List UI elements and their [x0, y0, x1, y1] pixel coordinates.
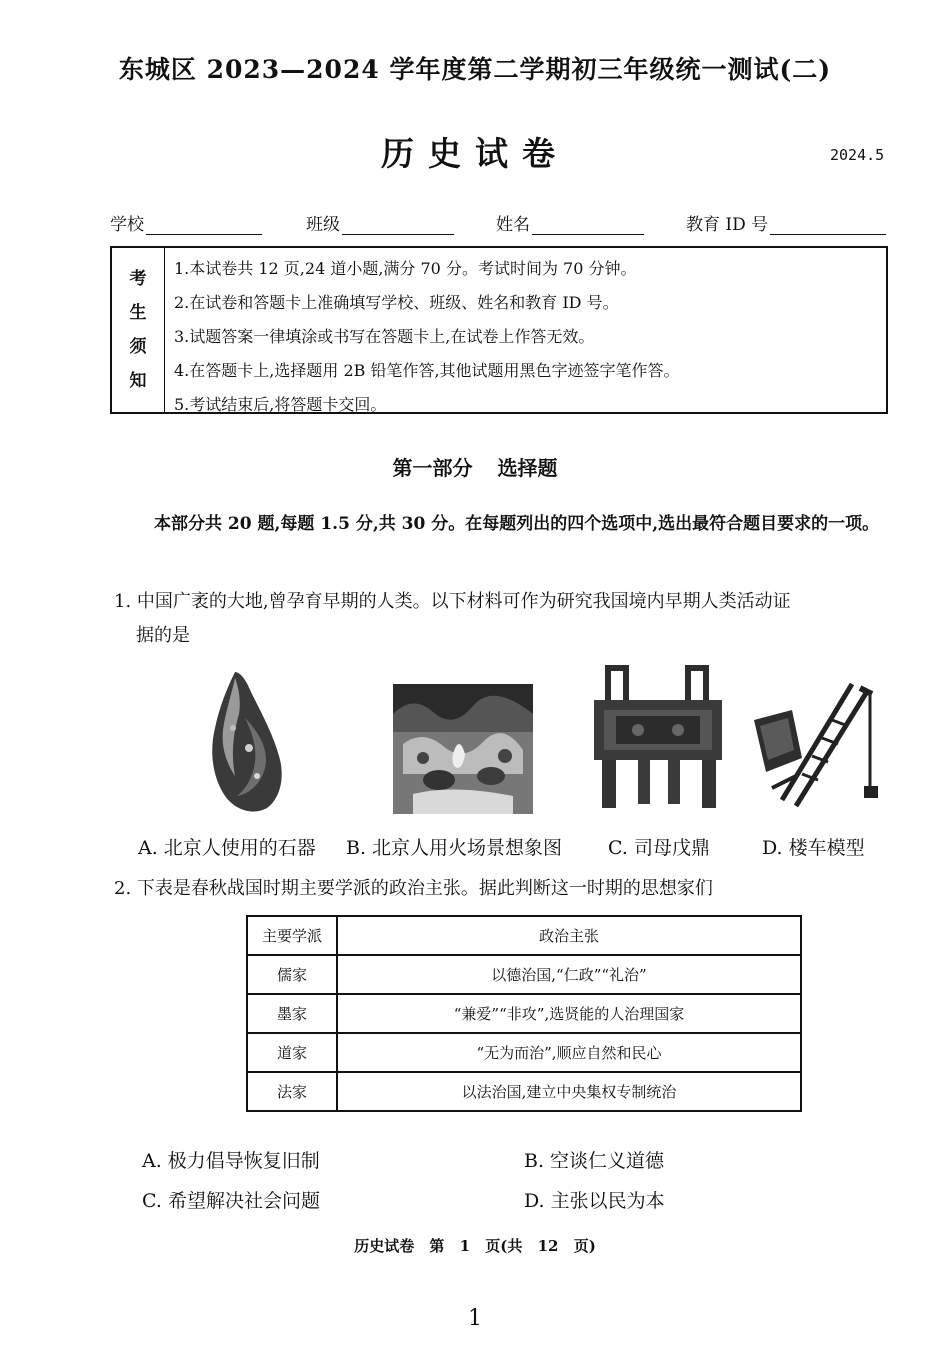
notice-label-char: 须 — [129, 337, 147, 357]
student-info-row — [110, 210, 890, 236]
exam-subtitle: 历史试卷 — [381, 134, 569, 173]
notice-label-char: 知 — [129, 371, 147, 391]
notice-label-char: 考 — [129, 269, 147, 289]
notice-item: 5.考试结束后,将答题卡交回。 — [174, 395, 387, 414]
table-cell: 儒家 — [247, 955, 337, 994]
edu-id-label: 教育 ID 号 — [686, 215, 769, 235]
exam-title: 东城区 2023—2024 学年度第二学期初三年级统一测试(二) — [118, 55, 832, 84]
option-1c[interactable]: C. 司母戊鼎 — [608, 837, 710, 859]
notice-item: 2.在试卷和答题卡上准确填写学校、班级、姓名和教育 ID 号。 — [174, 293, 619, 312]
table-cell: 道家 — [247, 1033, 337, 1072]
table-cell: 墨家 — [247, 994, 337, 1033]
table-header: 政治主张 — [337, 916, 801, 955]
table-cell: 法家 — [247, 1072, 337, 1111]
class-label: 班级 — [306, 215, 340, 235]
page-footer: 历史试卷 第 1 页(共 12 页) — [354, 1237, 596, 1255]
school-label: 学校 — [110, 215, 144, 235]
school-blank[interactable] — [146, 214, 262, 235]
section-title: 第一部分 选择题 — [392, 456, 558, 480]
option-2a[interactable]: A. 极力倡导恢复旧制 — [142, 1150, 320, 1172]
exam-date: 2024.5 — [830, 146, 885, 164]
name-field[interactable] — [496, 210, 644, 235]
notice-item: 3.试题答案一律填涂或书写在答题卡上,在试卷上作答无效。 — [174, 327, 595, 346]
edu-id-blank[interactable] — [770, 214, 886, 235]
class-blank[interactable] — [342, 214, 454, 235]
fire-scene-image — [393, 684, 533, 814]
notice-label-char: 生 — [129, 303, 147, 323]
schools-table — [246, 915, 802, 1112]
option-2d[interactable]: D. 主张以民为本 — [524, 1190, 665, 1212]
name-blank[interactable] — [532, 214, 644, 235]
question-1-text-cont: 据的是 — [136, 625, 190, 646]
table-cell: 以法治国,建立中央集权专制统治 — [337, 1072, 801, 1111]
table-row — [247, 994, 801, 1033]
table-header: 主要学派 — [247, 916, 337, 955]
notice-item: 1.本试卷共 12 页,24 道小题,满分 70 分。考试时间为 70 分钟。 — [174, 259, 637, 278]
stone-tool-image — [205, 668, 287, 818]
name-label: 姓名 — [496, 215, 530, 235]
page-number: 1 — [468, 1306, 482, 1331]
option-1a[interactable]: A. 北京人使用的石器 — [138, 837, 316, 859]
option-2c[interactable]: C. 希望解决社会问题 — [142, 1190, 320, 1212]
question-1 — [114, 585, 894, 653]
school-field[interactable] — [110, 210, 262, 235]
notice-label — [112, 248, 165, 412]
table-header-row — [247, 916, 801, 955]
notice-item: 4.在答题卡上,选择题用 2B 铅笔作答,其他试题用黑色字迹签字笔作答。 — [174, 361, 680, 380]
option-2b[interactable]: B. 空谈仁义道德 — [524, 1150, 665, 1172]
option-1b[interactable]: B. 北京人用火场景想象图 — [346, 837, 563, 859]
table-cell: “无为而治”,顺应自然和民心 — [337, 1033, 801, 1072]
table-cell: 以德治国,“仁政”“礼治” — [337, 955, 801, 994]
table-cell: “兼爱”“非攻”,选贤能的人治理国家 — [337, 994, 801, 1033]
siege-tower-model-image — [752, 680, 884, 812]
ding-vessel-image — [588, 664, 728, 812]
section-intro: 本部分共 20 题,每题 1.5 分,共 30 分。在每题列出的四个选项中,选出最符合题目要求的一项。 — [154, 514, 880, 534]
edu-id-field[interactable] — [686, 210, 886, 235]
question-1-text: 1. 中国广袤的大地,曾孕育早期的人类。以下材料可作为研究我国境内早期人类活动证 — [114, 591, 791, 612]
question-2-text: 2. 下表是春秋战国时期主要学派的政治主张。据此判断这一时期的思想家们 — [114, 878, 713, 899]
class-field[interactable] — [306, 210, 454, 235]
candidate-notice-box — [110, 246, 888, 414]
table-row — [247, 1033, 801, 1072]
table-row — [247, 955, 801, 994]
notice-items — [174, 252, 680, 422]
table-row — [247, 1072, 801, 1111]
option-1d[interactable]: D. 楼车模型 — [762, 837, 865, 859]
